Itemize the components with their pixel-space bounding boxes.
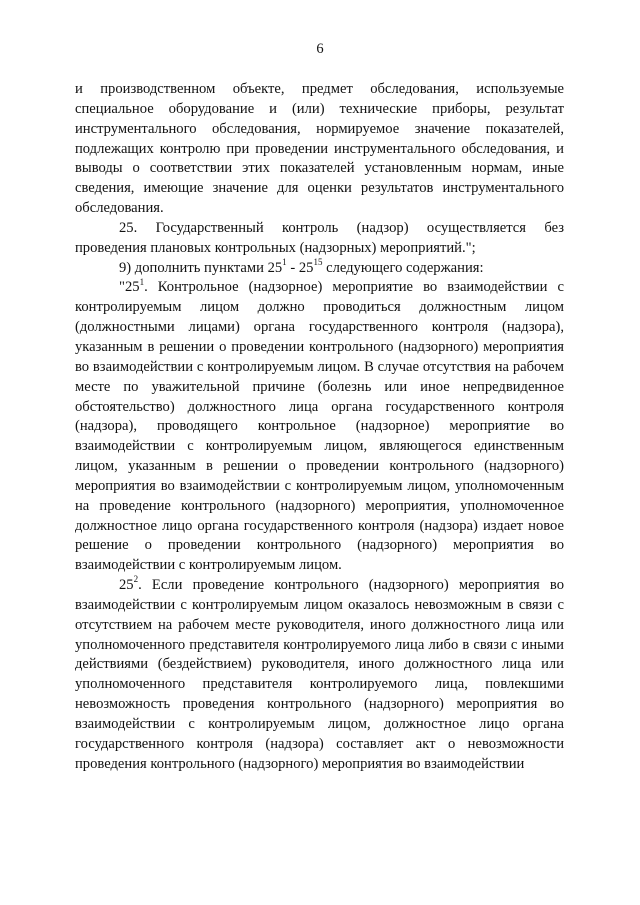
document-body bbox=[75, 80, 564, 775]
paragraph-item-9 bbox=[75, 256, 564, 279]
item-9-middle: - 25 bbox=[286, 259, 314, 276]
item-25-2-text: . Если проведение контрольного (надзорного) мероприятия во взаимодействии с контролируемым лицом оказалось невозможным в связи с отсутствием на рабочем месте руководителя, иного должностного лица или уполномоченного представителя контролируемого лица либо в связи с иными действиями (бездействием) руководителя, иного должностного лица или уполномоченного представителя контролируемого лица, повлекшими невозможность проведения контрольного (надзорного) мероприятия во взаимодействии с контролируемым лицом, должностное лицо органа государственного контроля (надзора) составляет акт о невозможности проведения контрольного (надзорного) мероприятия во взаимодействии bbox=[75, 577, 564, 772]
paragraph-item-25-2 bbox=[75, 576, 564, 774]
item-25-1-superscript: 1 bbox=[139, 276, 145, 287]
item-9-suffix: следующего содержания: bbox=[322, 259, 484, 276]
item-25-1-text: . Контрольное (надзорное) мероприятие во взаимодействии с контролируемым лицом должно проводиться должностным лицом (должностными лицами) органа государственного контроля (надзора), указанным в решении о проведении контрольного (надзорного) мероприятия во взаимодействии с контролируемым лицом. В случае отсутствия на рабочем месте по уважительной причине (болезнь или иное непредвиденное обстоятельство) должностного лица органа государственного контроля (надзора), проводящего контрольное (надзорное) мероприятие во взаимодействии с контролируемым лицом, являющегося единственным лицом, указанным в решении о проведении контрольного (надзорного) мероприятия во взаимодействии с контролируемым лицом, уполномоченным на проведение контрольного (надзорного) мероприятия, уполномоченное должностное лицо органа государственного контроля (надзора) издает новое решение о проведении контрольного (надзорного) мероприятия во взаимодействии с контролируемым лицом. bbox=[75, 279, 564, 574]
item-25-2-superscript: 2 bbox=[133, 574, 139, 585]
item-9-superscript-end: 15 bbox=[313, 256, 323, 267]
item-9-superscript-start: 1 bbox=[282, 256, 287, 267]
item-25-1-number: "25 bbox=[119, 279, 140, 296]
paragraph-continuation: и производственном объекте, предмет обследования, используемые специальное оборудование и (или) технические приборы, результат инструментального обследования, нормируемое значение показателей, подлежащих контролю при проведении инструментального обследования, и выводы о соответствии этих показателей установленным нормам, иные сведения, имеющие значение для оценки результатов инструментального обследования. bbox=[75, 81, 564, 217]
item-25-2-number: 25 bbox=[119, 577, 134, 594]
item-9-prefix: 9) дополнить пунктами 25 bbox=[119, 259, 283, 276]
page-number: 6 bbox=[316, 41, 324, 57]
paragraph-item-25: 25. Государственный контроль (надзор) осуществляется без проведения плановых контрольных (надзорных) мероприятий."; bbox=[75, 219, 564, 256]
paragraph-item-25-1 bbox=[75, 278, 564, 576]
